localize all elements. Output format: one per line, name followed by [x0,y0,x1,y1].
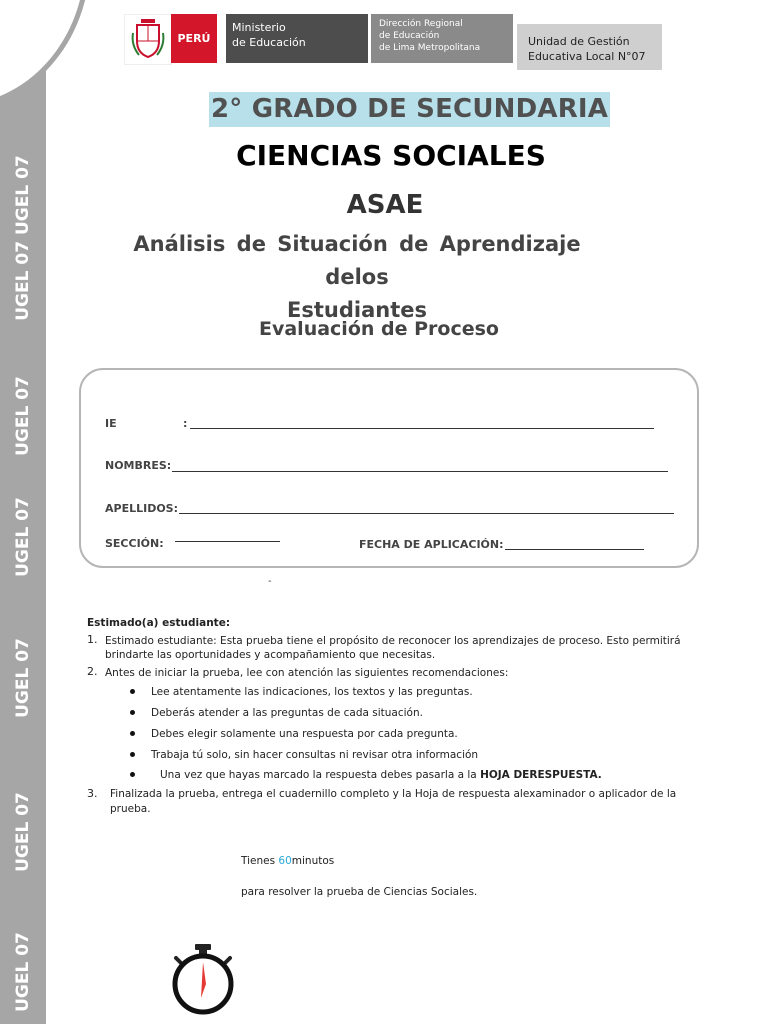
dre-logo [371,14,513,63]
side-label-1: UGEL 07 UGEL 07 [13,155,33,321]
dre-line-3: de Lima Metropolitana [379,43,481,53]
seccion-field[interactable] [175,541,280,542]
time-prefix: Tienes [241,855,279,867]
ministry-logo [226,14,368,63]
ugel-logo [517,24,662,70]
ugel-line-2: Educativa Local N°07 [528,50,646,63]
acronym-title: ASAE [346,190,424,220]
time-minutes: 60 [278,855,292,867]
item-2-number: 2. [87,665,98,678]
item-1-line-1: Estimado estudiante: Esta prueba tiene el propósito de reconocer los aprendizajes de proceso. Esto permitirá [105,635,681,647]
dre-line-1: Dirección Regional [379,19,463,29]
nombres-label: NOMBRES: [105,459,172,472]
grade-title: 2° GRADO DE SECUNDARIA [209,92,610,127]
item-1-line-2: brindarte las oportunidades y acompañamiento que necesitas. [105,649,436,661]
bullet-dot [130,710,135,715]
item-3-line-2: prueba. [110,803,151,815]
item-2-text: Antes de iniciar la prueba, lee con atención las siguientes recomendaciones: [105,667,509,679]
bullet-item-4: Trabaja tú solo, sin hacer consultas ni revisar otra información [151,749,479,761]
stopwatch-icon [168,942,238,1017]
analysis-line-1: Análisis de Situación de Aprendizaje delos [133,232,581,289]
item-1-number: 1. [87,633,98,646]
item-3-number: 3. [87,787,98,800]
ugel-line-1: Unidad de Gestión [528,35,630,48]
ie-label: IE [105,417,117,430]
bullet-item-5 [160,768,602,782]
ie-field[interactable] [190,428,654,429]
analysis-line-2: Estudiantes [287,298,427,322]
bullet-item-1: Lee atentamente las indicaciones, los textos y las preguntas. [151,686,473,698]
peru-logo: PERÚ [171,14,217,63]
subject-title: CIENCIAS SOCIALES [236,139,546,172]
apellidos-field[interactable] [179,513,674,514]
side-label-3: UGEL 07 [13,497,33,577]
bullet-dot [130,772,135,777]
evaluation-title: Evaluación de Proceso [259,318,499,340]
apellidos-label: APELLIDOS: [105,502,179,515]
ministry-line-2: de Educación [232,36,306,49]
bullet-item-2: Deberás atender a las preguntas de cada situación. [151,707,423,719]
side-label-5: UGEL 07 [13,792,33,872]
time-line-2: para resolver la prueba de Ciencias Sociales. [241,886,478,898]
bullet-dot [130,689,135,694]
bullet-dot [130,752,135,757]
side-label-6: UGEL 07 [13,932,33,1012]
seccion-label: SECCIÓN: [105,537,164,550]
ie-colon: : [183,417,188,430]
bullet-item-5-text: Una vez que hayas marcado la respuesta debes pasarla a la [160,769,481,781]
coat-of-arms-icon [124,14,172,65]
bullet-item-5-bold: HOJA DERESPUESTA. [480,769,602,781]
side-label-4: UGEL 07 [13,638,33,718]
instructions-greeting: Estimado(a) estudiante: [87,617,231,629]
bullet-item-3: Debes elegir solamente una respuesta por cada pregunta. [151,728,458,740]
analysis-title [112,228,602,327]
nombres-field[interactable] [172,471,668,472]
fecha-label: FECHA DE APLICACIÓN: [359,538,504,551]
side-label-2: UGEL 07 [13,376,33,456]
stray-mark: - [268,576,272,587]
item-3-line-1: Finalizada la prueba, entrega el cuadernillo completo y la Hoja de respuesta alexaminador o aplicador de la [110,788,677,800]
time-line-1 [241,855,334,867]
fecha-field[interactable] [505,549,644,550]
ministry-line-1: Ministerio [232,21,286,34]
bullet-dot [130,731,135,736]
time-suffix: minutos [291,855,335,867]
dre-line-2: de Educación [379,31,440,41]
